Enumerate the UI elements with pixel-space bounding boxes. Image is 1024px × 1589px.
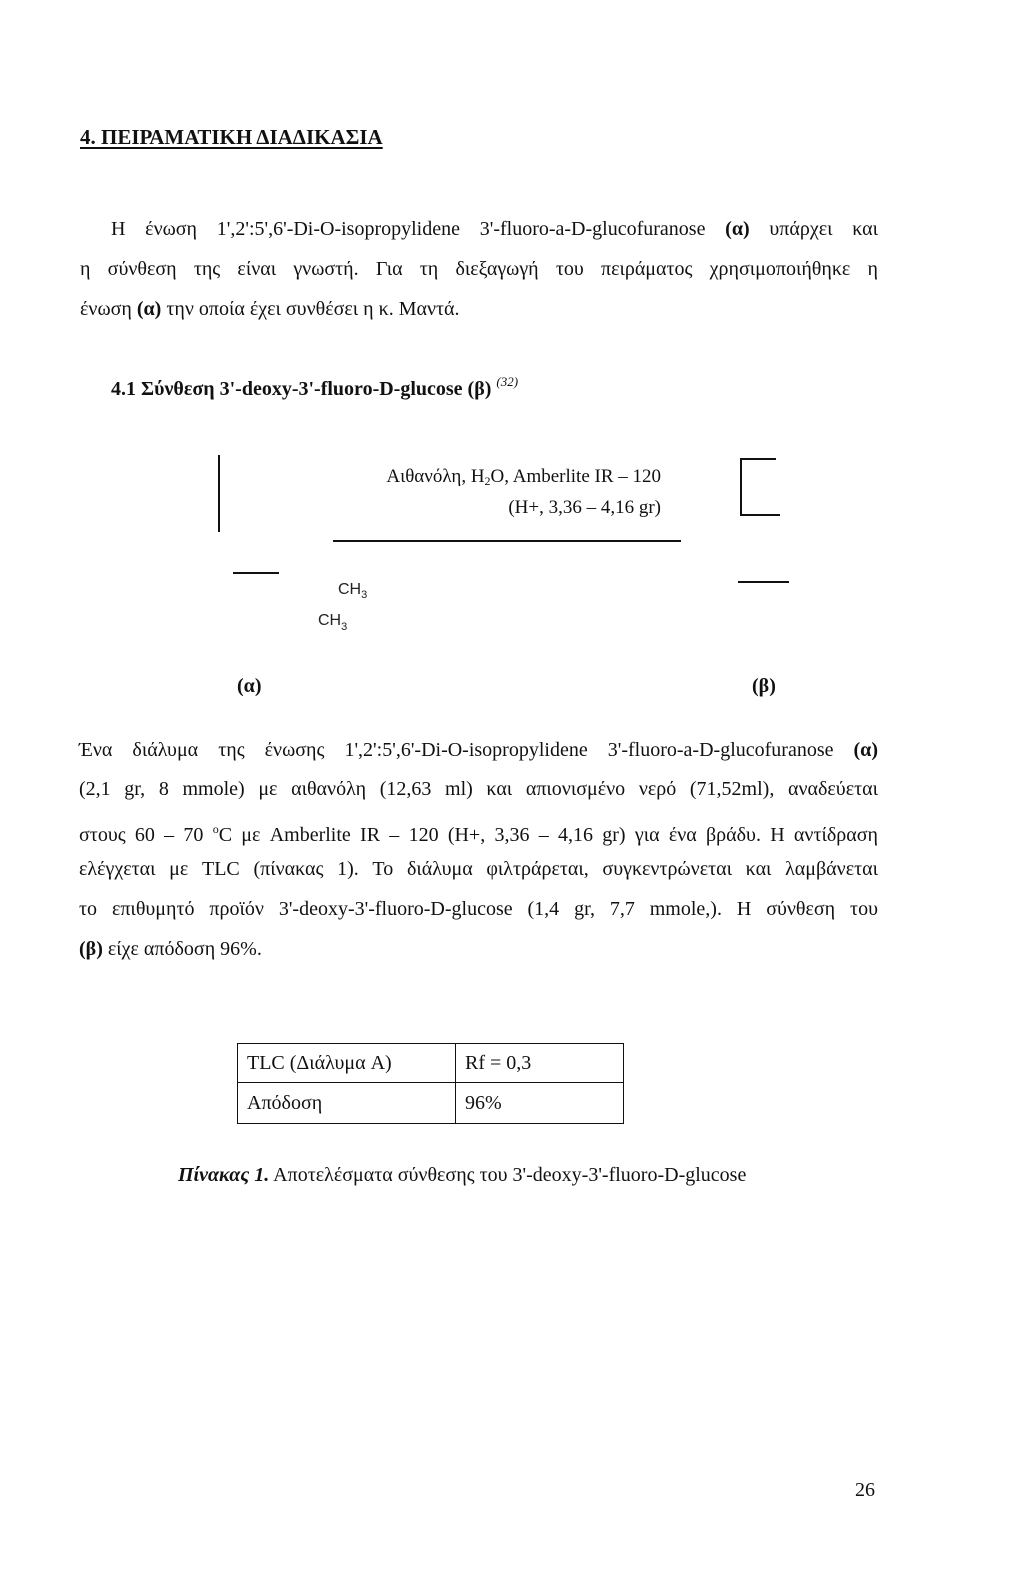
- compound-label-alpha: (α): [237, 675, 262, 697]
- procedure-line-6: [79, 937, 262, 961]
- intro-line-3: [80, 297, 460, 321]
- methyl-text: CH: [318, 612, 342, 629]
- compound-alpha-ref: (α): [725, 218, 750, 240]
- reagents-text: Αιθανόλη, H: [386, 466, 485, 487]
- reaction-conditions: (H+, 3,36 – 4,16 gr): [508, 497, 661, 518]
- compound-alpha-ref: (α): [136, 298, 162, 320]
- procedure-line-1: [79, 738, 878, 762]
- compound-beta-ref: (β): [79, 938, 103, 960]
- table-caption: [178, 1163, 746, 1187]
- compound-label-beta: (β): [752, 675, 776, 697]
- procedure-text: το επιθυμητό προϊόν 3'-deoxy-3'-fluoro-D-glucose (1,4 gr, 7,7 mmole,). Η σύνθεση του: [79, 898, 878, 920]
- structure-bond-right: [738, 581, 789, 583]
- intro-text: την οποία έχει συνθέσει η κ. Μαντά.: [161, 298, 460, 320]
- procedure-line-3: [79, 817, 878, 846]
- degree-symbol: o: [212, 822, 219, 836]
- intro-text: υπάρχει και: [749, 218, 878, 240]
- caption-text: Αποτελέσματα σύνθεσης του 3'-deoxy-3'-fluoro-D-glucose: [269, 1164, 747, 1186]
- section-heading: [111, 370, 519, 400]
- product-bracket-top: [740, 458, 776, 460]
- procedure-text: ελέγχεται με TLC (πίνακας 1). Το διάλυμα φιλτράρεται, συγκεντρώνεται και λαμβάνεται: [79, 858, 878, 880]
- chapter-heading: 4. ΠΕΙΡΑΜΑΤΙΚΗ ΔΙΑΔΙΚΑΣΙΑ: [80, 125, 383, 149]
- table-cell: Rf = 0,3: [456, 1044, 624, 1083]
- procedure-text: C με Amberlite IR – 120 (H+, 3,36 – 4,16 gr) για ένα βράδυ. Η αντίδραση: [218, 824, 878, 846]
- scheme-vertical-bar: [218, 455, 220, 532]
- reagents-text: O, Amberlite IR – 120: [490, 466, 661, 487]
- procedure-line-2: [79, 777, 878, 801]
- reaction-reagents: [300, 465, 661, 489]
- methyl-group-lower: [318, 611, 347, 636]
- reagents-subscript: 2: [484, 474, 491, 488]
- compound-alpha-ref: (α): [853, 739, 878, 761]
- procedure-line-5: [79, 897, 878, 921]
- section-title: 4.1 Σύνθεση 3'-deoxy-3'-fluoro-D-glucose (β): [111, 378, 492, 400]
- intro-text: Η ένωση 1',2':5',6'-Di-O-isopropylidene 3'-fluoro-a-D-glucofuranose: [111, 218, 726, 240]
- structure-bond-left: [233, 572, 279, 574]
- procedure-text: είχε απόδοση 96%.: [102, 938, 262, 960]
- intro-line-1: [111, 217, 878, 241]
- intro-text: ένωση: [80, 298, 137, 320]
- table-row: [238, 1083, 624, 1124]
- citation-ref: (32): [496, 374, 519, 389]
- methyl-group-upper: [338, 580, 367, 605]
- procedure-line-4: [79, 857, 878, 881]
- methyl-subscript: 3: [361, 589, 368, 601]
- procedure-text: Ένα διάλυμα της ένωσης 1',2':5',6'-Di-O-isopropylidene 3'-fluoro-a-D-glucofuranose: [79, 739, 854, 761]
- procedure-text: (2,1 gr, 8 mmole) με αιθανόλη (12,63 ml) και απιονισμένο νερό (71,52ml), αναδεύεται: [79, 778, 878, 800]
- product-bracket-side: [740, 458, 742, 516]
- procedure-text: στους 60 – 70: [79, 824, 213, 846]
- product-bracket-bottom: [740, 514, 780, 516]
- intro-line-2: [80, 257, 878, 281]
- methyl-subscript: [341, 620, 347, 632]
- table-cell: Απόδοση: [238, 1083, 456, 1124]
- methyl-text: CH: [338, 581, 362, 598]
- page-number: 26: [855, 1479, 875, 1501]
- results-table: [237, 1043, 624, 1124]
- table-row: [238, 1044, 624, 1083]
- table-cell: 96%: [456, 1083, 624, 1124]
- intro-text: η σύνθεση της είναι γνωστή. Για τη διεξαγωγή του πειράματος χρησιμοποιήθηκε η: [80, 258, 878, 280]
- reaction-arrow: [333, 540, 681, 542]
- methyl-subscript-clipped: 3: [341, 621, 348, 633]
- table-cell: TLC (Διάλυμα A): [238, 1044, 456, 1083]
- caption-label: Πίνακας 1.: [178, 1164, 270, 1186]
